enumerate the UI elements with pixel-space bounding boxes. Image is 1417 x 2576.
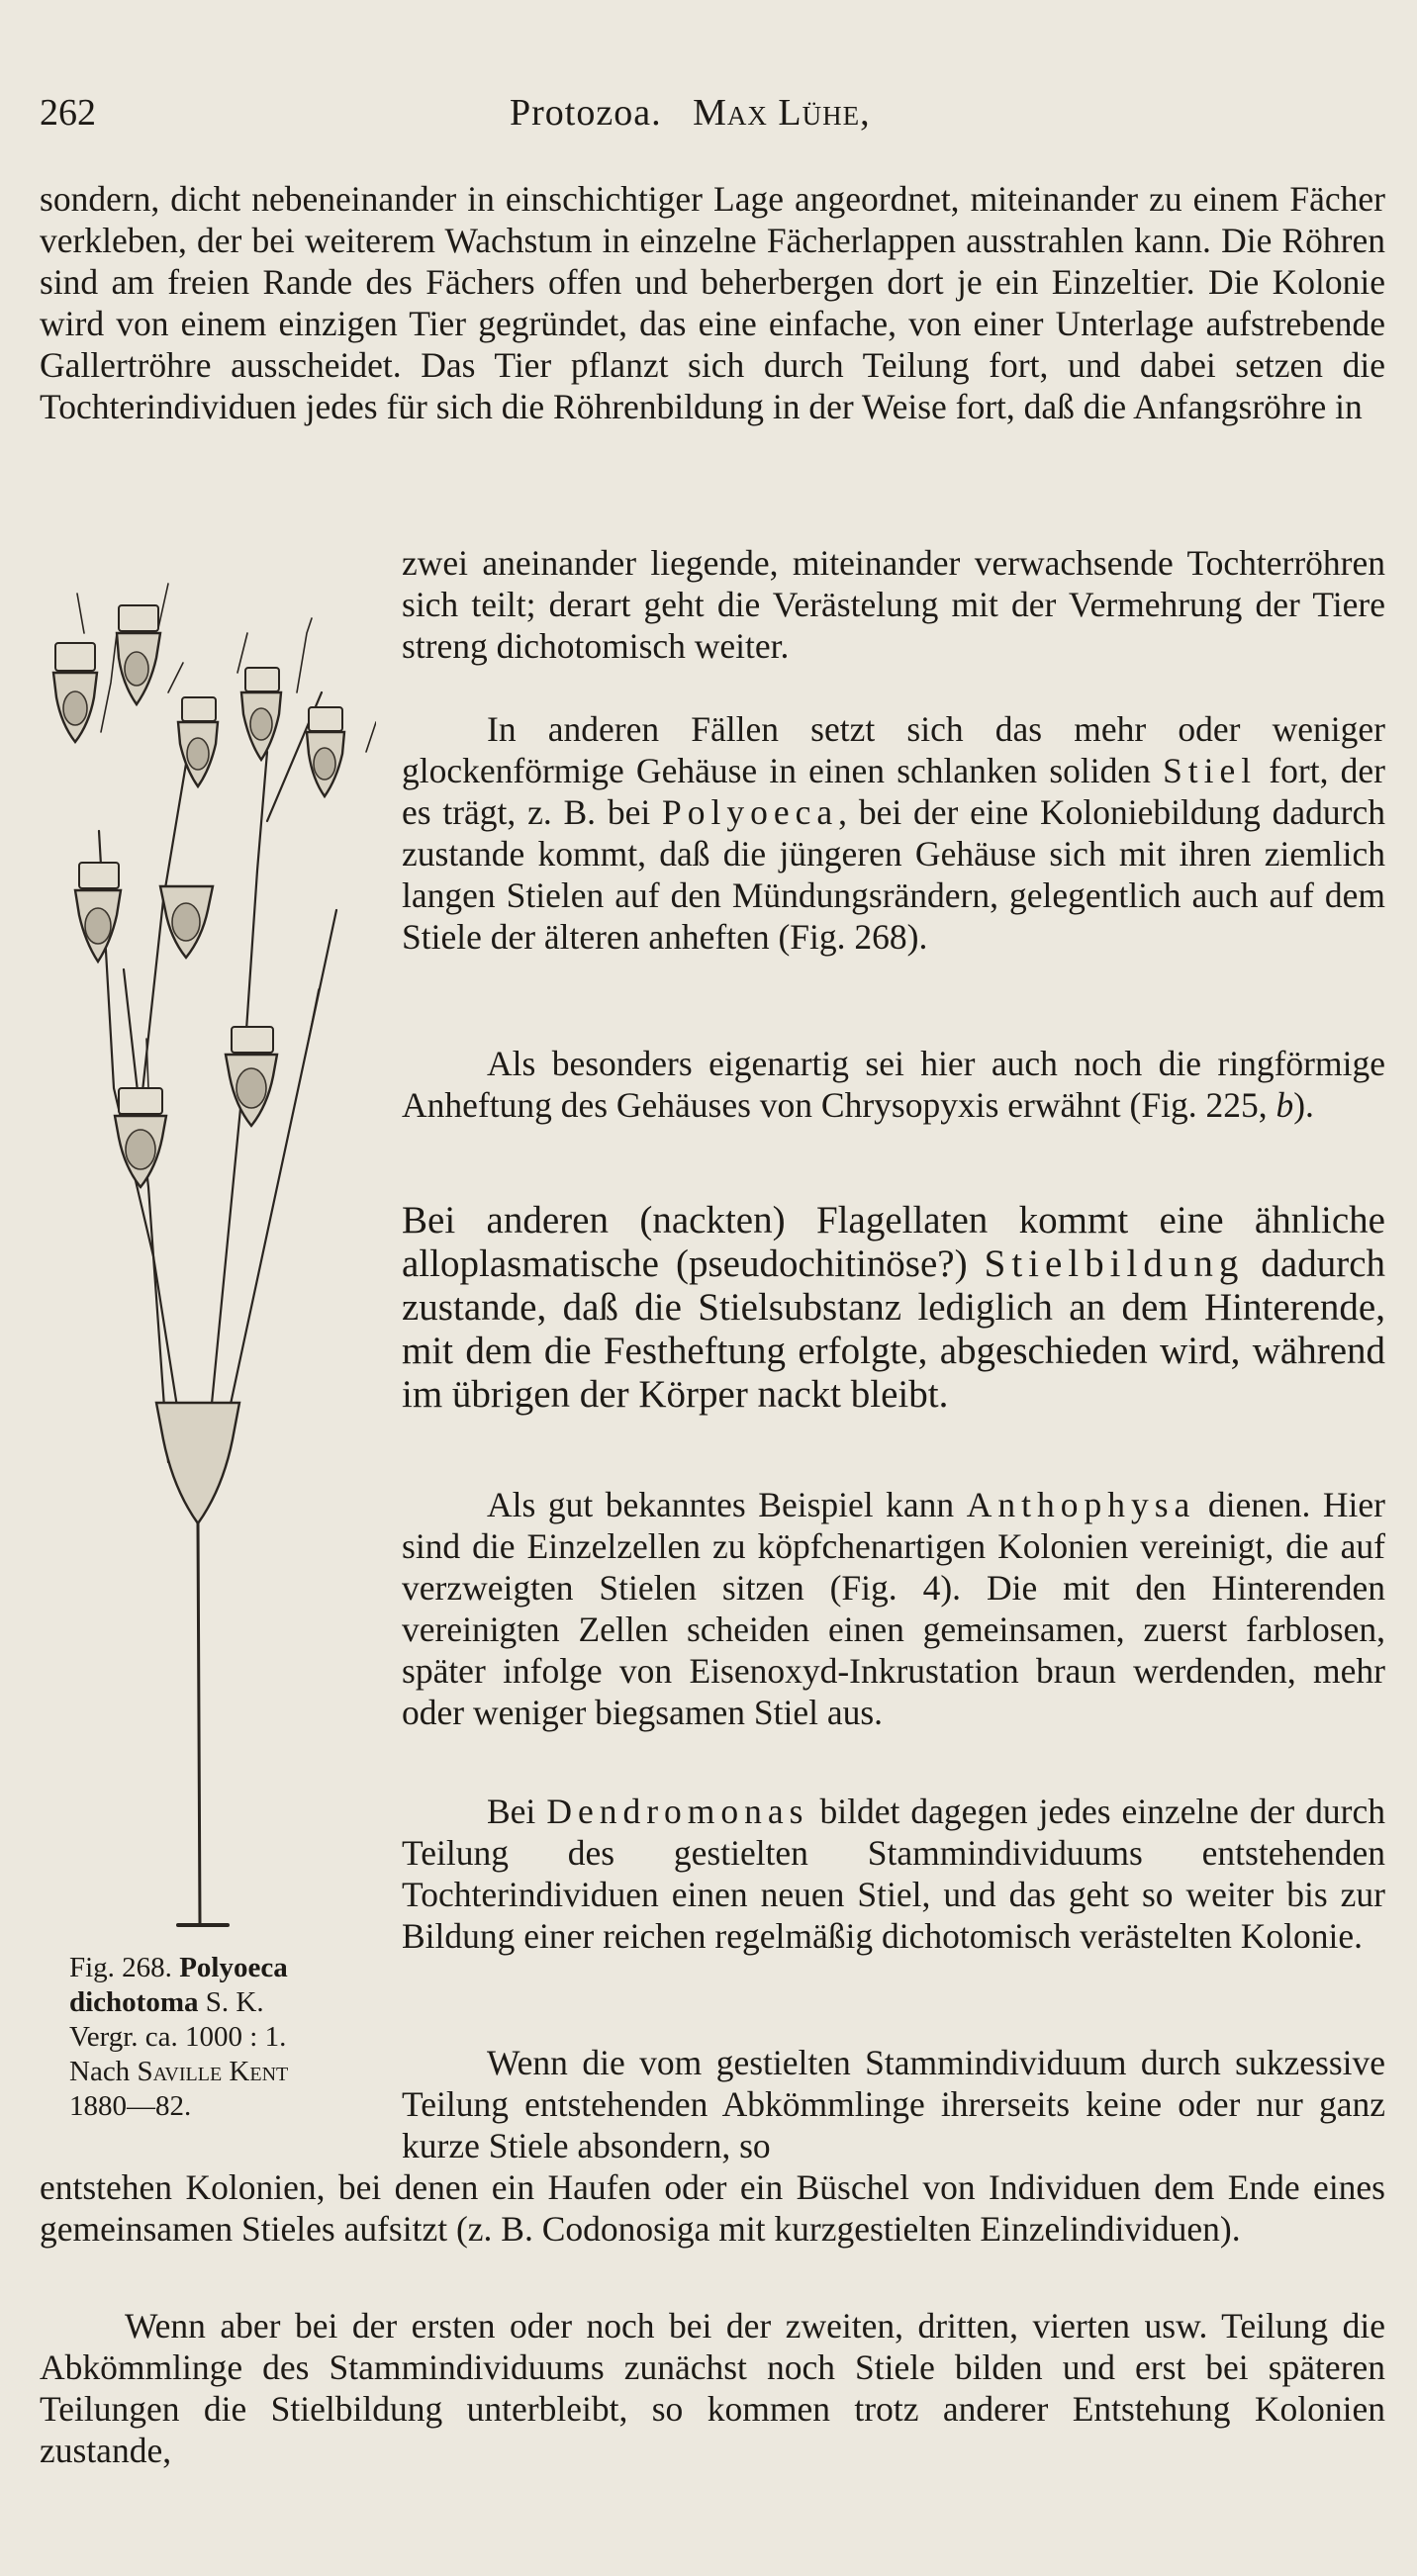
paragraph-chrysopyxis [402,1043,1385,1126]
paragraph-short-stalks-continued: entstehen Kolonien, bei denen ein Haufen oder ein Büschel von Individuen dem Ende eines gemeinsamen Stieles aufsitzt (z. B. Codonosiga mit kurzgestielten Einzelindividuen). [40,2167,1385,2249]
source-year: 1880—82. [69,2090,192,2122]
paragraph-later-divisions: Wenn aber bei der ersten oder noch bei der zweiten, dritten, vierten usw. Teilung die Abkömmlinge des Stammindividuums zunächst noch Stiele bilden und erst bei späteren Teilungen die Stielbildung unterbleibt, so kommen trotz anderer Entstehung Kolonien zustande, [40,2306,1385,2470]
running-head [510,91,871,135]
paragraph-naked-flagellates [402,1199,1385,1417]
emphasis-term: Stielbildung [984,1242,1245,1285]
source-prefix: Nach [69,2056,138,2087]
genus-name: Dendromonas [546,1792,809,1831]
text-run: Als besonders eigenartig sei hier auch noch die ringförmige Anheftung des Gehäuses von Chrysopyxis erwähnt (Fig. 225, [402,1044,1385,1125]
figure-caption [69,1951,366,2124]
text-run: Bei [487,1792,547,1831]
figure-label: Fig. 268. [69,1952,172,1983]
section-title: Protozoa. [510,92,662,134]
species-name: Polyoeca dichotoma [69,1952,288,2018]
species-authority: S. K. [198,1986,264,2018]
text-run: fort, der es trägt, z. B. bei [402,751,1385,832]
text-run: dienen. Hier sind die Einzelzellen zu köpfchenartigen Kolonien vereinigt, die auf verzweigten Stielen sitzen (Fig. 4). Die mit den Hinterenden vereinigten Zellen scheiden einen gemeinsamen, zuerst farblosen, später infolge von Eisenoxyd-Inkrustation braun werdenden, mehr oder weniger biegsamen Stiel aus. [402,1485,1385,1732]
text-run: dadurch zustande, daß die Stielsubstanz lediglich an dem Hinterende, mit dem die Festheftung erfolgte, abgeschieden wird, während im übrigen der Körper nackt bleibt. [402,1242,1386,1416]
polyoeca-colony-illustration [40,574,376,1939]
genus-name: Anthophysa [966,1485,1196,1524]
page-number: 262 [40,92,96,134]
paragraph-anthophysa [402,1484,1385,1733]
genus-name: Polyoeca [662,792,839,832]
page-header [40,91,1385,140]
source-author: Saville Kent [137,2056,289,2087]
text-run: , bei der eine Koloniebildung dadurch zustande kommt, daß die jüngeren Gehäuse sich mit ihren ziemlich langen Stielen auf den Mündungsrändern, gelegentlich auch auf dem Stiele der älteren anheften (Fig. 268). [402,792,1385,957]
paragraph-tube-colonies: sondern, dicht nebeneinander in einschichtiger Lage angeordnet, miteinander zu einem Fächer verkleben, der bei weiterem Wachstum in einzelne Fächerlappen ausstrahlen kann. Die Röhren sind am freien Rande des Fächers offen und beherbergen dort je ein Einzeltier. Die Kolonie wird von einem einzigen Tier gegründet, das eine einfache, von einer Unterlage aufstrebende Gallertröhre ausscheidet. Das Tier pflanzt sich durch Teilung fort, und dabei setzen die Tochterindividuen jedes für sich die Röhrenbildung in der Weise fort, daß die Anfangsröhre in [40,179,1385,426]
figure-subletter: b [1275,1085,1294,1125]
text-run: Als gut bekanntes Beispiel kann [487,1485,967,1524]
paragraph-short-stalks: Wenn die vom gestielten Stammindividuum durch sukzessive Teilung entstehenden Abkömmlinge ihrerseits keine oder nur ganz kurze Stiele absondern, so [402,2043,1385,2165]
paragraph-dendromonas [402,1791,1385,1957]
text-run: In anderen Fällen setzt sich das mehr oder weniger glockenförmige Gehäuse in einen schlanken soliden [402,709,1385,790]
text-run: Bei anderen (nackten) Flagellaten kommt eine ähnliche alloplasmatische (pseudochitinöse?) [402,1199,1385,1285]
magnification: Vergr. ca. 1000 : 1. [69,2021,287,2053]
author-name: Max Lühe, [693,92,871,134]
paragraph-stalked-housing [402,708,1385,958]
emphasis-term: Stiel [1163,751,1258,790]
text-run: ). [1293,1085,1314,1125]
text-run: bildet dagegen jedes einzelne der durch Teilung des gestielten Stammindividuums entstehenden Tochterindividuen einen neuen Stiel, und das geht so weiter bis zur Bildung einer reichen regelmäßig dichotomisch verästelten Kolonie. [402,1792,1385,1956]
paragraph-tube-colonies-continued: zwei aneinander liegende, miteinander verwachsende Tochterröhren sich teilt; derart geht die Verästelung mit der Vermehrung der Tiere streng dichotomisch weiter. [402,543,1385,666]
